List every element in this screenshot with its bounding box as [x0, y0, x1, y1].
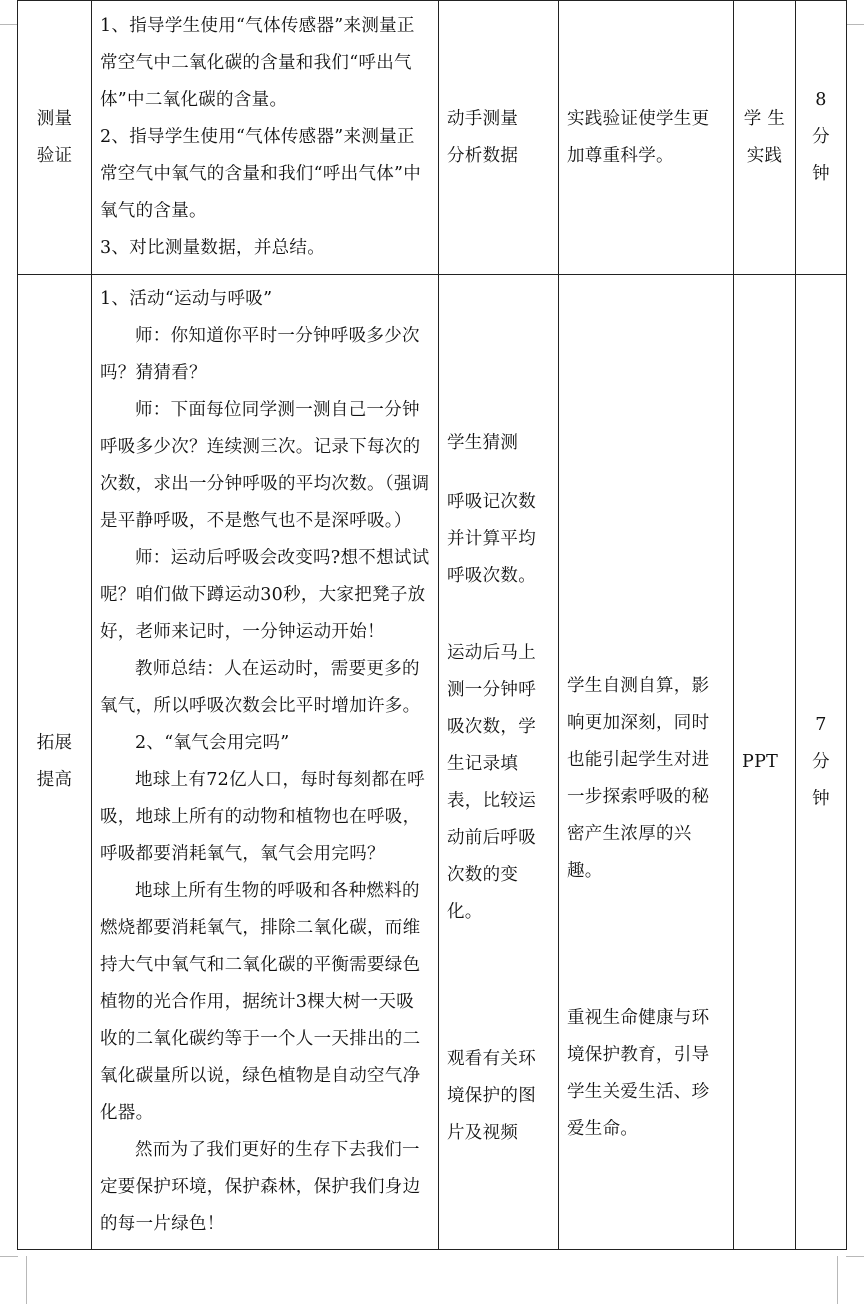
- stage-label-line: 提高: [36, 770, 73, 790]
- method-cell: [734, 275, 796, 1250]
- method-line: PPT: [742, 751, 779, 772]
- teacher-activity-heading: 2、“氧气会用完吗”: [135, 733, 290, 753]
- design-intent-text: 学生自测自算，影响更加深刻，同时也能引起学生对进一步探索呼吸的秘密产生浓厚的兴趣。: [567, 676, 710, 881]
- student-activity-cell: [439, 1, 559, 275]
- time-cell: [796, 275, 847, 1250]
- time-unit: 分: [812, 127, 830, 147]
- student-activity-line: 呼吸记次数并计算平均呼吸次数。: [447, 492, 536, 586]
- teacher-paragraph: 然而为了我们更好的生存下去我们一定要保护环境，保护森林，保护我们身边的每一片绿色！: [100, 1140, 421, 1234]
- teacher-paragraph: 教师总结：人在运动时，需要更多的氧气，所以呼吸次数会比平时增加许多。: [100, 659, 421, 716]
- student-activity-line: 动手测量: [447, 108, 519, 129]
- teacher-paragraph: 地球上有72亿人口，每时每刻都在呼吸，地球上所有的动物和植物也在呼吸，呼吸都要消耗氧气，氧气会用完吗？: [100, 770, 425, 864]
- student-activity-line: 运动后马上测一分钟呼吸次数，学生记录填表，比较运动前后呼吸次数的变化。: [447, 643, 536, 922]
- teacher-activity-heading: 1、活动“运动与呼吸”: [100, 289, 273, 309]
- stage-cell: [18, 1, 92, 275]
- student-activity-cell: [439, 275, 559, 1250]
- design-intent-cell: [559, 1, 734, 275]
- teacher-activity-cell: [92, 1, 439, 275]
- time-cell: [796, 1, 847, 275]
- design-intent-cell: [559, 275, 734, 1250]
- time-value: 8: [815, 90, 827, 110]
- stage-label-line: 测量: [36, 108, 73, 129]
- teacher-step: 1、指导学生使用“气体传感器”来测量正常空气中二氧化碳的含量和我们“呼出气体”中二氧化碳的含量。: [100, 16, 415, 110]
- teacher-paragraph: 地球上所有生物的呼吸和各种燃料的燃烧都要消耗氧气，排除二氧化碳，而维持大气中氧气和二氧化碳的平衡需要绿色植物的光合作用，据统计3棵大树一天吸收的二氧化碳约等于一个人一天排出的二氧化碳量所以说，绿色植物是自动空气净化器。: [100, 881, 421, 1123]
- stage-cell: [18, 275, 92, 1250]
- crop-mark-bottom-right-v: [837, 1256, 838, 1304]
- teacher-step: 3、对比测量数据，并总结。: [100, 238, 326, 258]
- stage-label-line: 验证: [36, 145, 73, 166]
- crop-mark-bottom-left: [0, 1256, 18, 1257]
- method-cell: [734, 1, 796, 275]
- time-value: 7: [815, 714, 827, 735]
- method-line: 实践: [746, 145, 783, 166]
- time-unit: 钟: [812, 788, 830, 809]
- time-unit: 分: [812, 751, 830, 772]
- teacher-activity-cell: [92, 275, 439, 1250]
- lesson-plan-table: [17, 0, 847, 1250]
- crop-mark-bottom-left-v: [26, 1256, 27, 1304]
- stage-label-line: 拓展: [36, 733, 73, 753]
- method-line: 学 生: [743, 108, 786, 129]
- student-activity-line: 分析数据: [447, 145, 519, 166]
- teacher-paragraph: 师：下面每位同学测一测自己一分钟呼吸多少次？连续测三次。记录下每次的次数，求出一分钟呼吸的平均次数。（强调是平静呼吸，不是憋气也不是深呼吸。）: [100, 400, 430, 531]
- student-activity-line: 观看有关环境保护的图片及视频: [447, 1049, 536, 1143]
- design-intent-text: 实践验证使学生更加尊重科学。: [567, 108, 710, 166]
- time-unit: 钟: [812, 164, 830, 184]
- table-row-extend-improve: [18, 275, 847, 1250]
- teacher-paragraph: 师：你知道你平时一分钟呼吸多少次吗？猜猜看？: [100, 326, 420, 383]
- design-intent-text: 重视生命健康与环境保护教育，引导学生关爱生活、珍爱生命。: [567, 1008, 710, 1139]
- crop-mark-top-right: [846, 24, 864, 25]
- crop-mark-top-left: [0, 24, 18, 25]
- teacher-step: 2、指导学生使用“气体传感器”来测量正常空气中氧气的含量和我们“呼出气体”中氧气的含量。: [100, 127, 422, 221]
- crop-mark-bottom-right: [846, 1256, 864, 1257]
- table-row-measure-verify: [18, 1, 847, 275]
- teacher-paragraph: 师：运动后呼吸会改变吗?想不想试试呢？咱们做下蹲运动30秒，大家把凳子放好，老师来记时，一分钟运动开始！: [100, 548, 430, 642]
- student-activity-line: 学生猜测: [447, 433, 519, 453]
